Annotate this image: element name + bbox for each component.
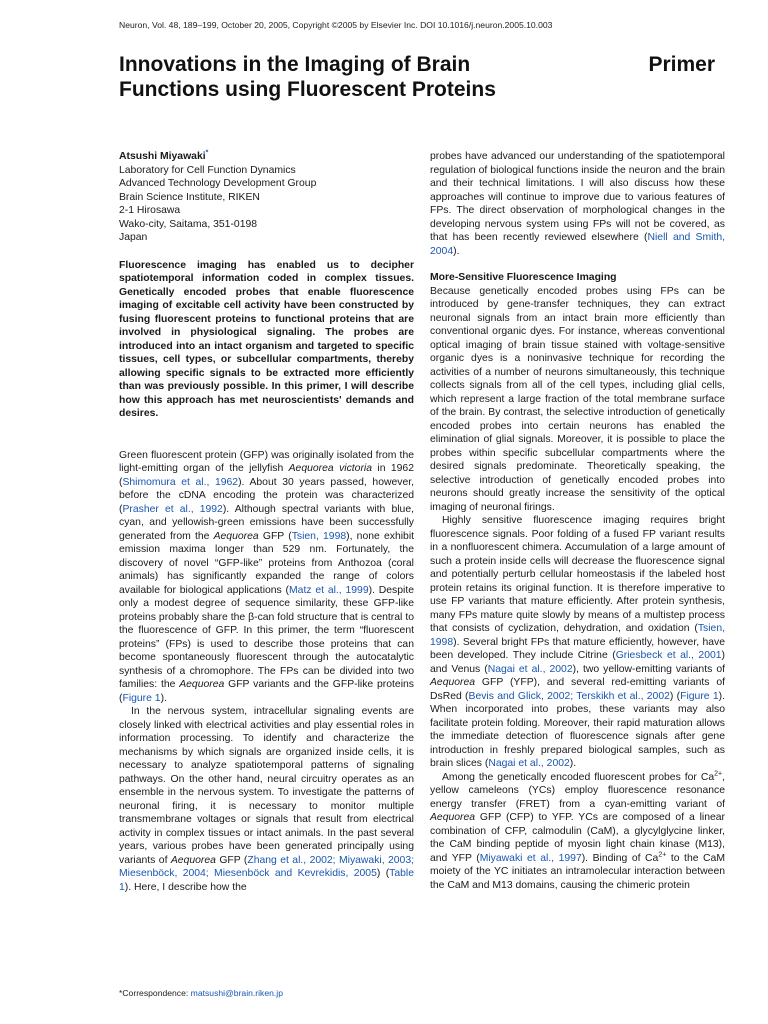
journal-citation: Neuron, Vol. 48, 189–199, October 20, 2005, Copyright ©2005 by Elsevier Inc. DOI 10.1016/j.neuron.2005.10.003 <box>119 20 553 30</box>
email-link[interactable]: matsushi@brain.riken.jp <box>190 988 283 998</box>
affiliation-line: Wako-city, Saitama, 351-0198 <box>119 218 258 230</box>
reference-link[interactable]: Shimomura et al., 1962 <box>122 476 239 488</box>
body-paragraph: Because genetically encoded probes using FPs can be introduced by gene-transfer techniques, they can extract neuronal signals from an intact brain more efficiently than conventional organic dyes. For instance, whereas conventional optical imaging of brain tissue stained with voltage-sensitive organic dyes is a noninvasive technique for recording the activities of a number of neurons simultaneously, this technique collects signals from all of the cell types, including glial cells, which represent a large fraction of the total membrane surface of the brain. By contrast, the selective introduction of genetically encoded probes into certain neurons has enabled the elimination of glial signals. Moreover, it is possible to place the probes within specific subcellular compartments where the desired signals predominate. Theoretically speaking, the selective introduction of genetically encoded probes into neurons should greatly increase the sensitivity of the optical imaging of neuronal firings. <box>430 285 725 513</box>
reference-link[interactable]: Nagai et al., 2002 <box>488 758 570 769</box>
reference-link[interactable]: Tsien, 1998 <box>291 530 347 542</box>
table-link[interactable]: Table 1 <box>119 868 415 893</box>
article-title <box>119 52 619 102</box>
correspondence-mark[interactable]: * <box>205 149 209 157</box>
body-paragraph: Highly sensitive fluorescence imaging requires bright fluorescence signals. Poor folding of a fused FP variant results in a nonfluorescent chimera. Accumulation of a large amount of such a protein inside cells will decrease the fluorescence signal and potentially perturb cellular homeostasis if the labeled host protein retains its original function. It is therefore imperative to use FP variants that mature efficiently. After protein synthesis, many FPs mature quite slowly by means of a multistep process that consists of cyclization, dehydration, and oxidation (Tsien, 1998). Several bright FPs that mature efficiently, however, have been developed. They include Citrine (Griesbeck et al., 2001) and Venus (Nagai et al., 2002), two yellow-emitting variants of Aequorea GFP (YFP), and several red-emitting variants of DsRed (Bevis and Glick, 2002; Terskikh et al., 2002) (Figure 1). When incorporated into probes, these variants may also facilitate protein folding. Moreover, their rapid maturation allows the immediate detection of fluorescence signals after gene introduction in freshly prepared biological samples, such as brain slices (Nagai et al., 2002). <box>430 515 726 769</box>
body-paragraph: Among the genetically encoded fluorescent probes for $Ca^{2+}$, yellow cameleons (YCs) employ fluorescence resonance energy transfer (FRET) from a cyan-emitting variant of Aequorea GFP (CFP) to YFP. YCs are composed of a linear combination of CFP, calmodulin (CaM), a glycylglycine linker, the CaM binding peptide of myosin light chain kinase (M13), and YFP (Miyawaki et al., 1997). Binding of $Ca^{2+}$ to the CaM moiety of the YC initiates an intramolecular interaction between the CaM and M13 domains, causing the chimeric protein <box>430 770 725 891</box>
right-column <box>430 150 725 892</box>
body-paragraph: Green fluorescent protein (GFP) was originally isolated from the light-emitting organ of the jellyfish Aequorea victoria in 1962 (Shimomura et al., 1962). About 30 years passed, however, before the cDNA encoding the protein was characterized (Prasher et al., 1992). Although spectral variants with blue, cyan, and yellowish-green emissions have been successfully generated from the Aequorea GFP (Tsien, 1998), none exhibit emission maxima longer than 529 nm. Fortunately, the discovery of novel “GFP-like” proteins from Anthozoa (coral animals) has significantly expanded the range of colors available for biological applications (Matz et al., 1999). Despite only a modest degree of sequence similarity, these GFP-like proteins probably share the β-can fold structure that is central to the fluorescence of GFP. In this primer, the term “fluorescent proteins” (FPs) is used to describe those proteins that can become spontaneously fluorescent through the autocatalytic synthesis of a chromophore. The FPs can be divided into two families: the Aequorea GFP variants and the GFP-like proteins (Figure 1). <box>119 449 415 704</box>
affiliation-line: Brain Science Institute, RIKEN <box>119 191 260 203</box>
reference-link[interactable]: Prasher et al., 1992 <box>122 503 223 515</box>
figure-link[interactable]: Figure 1 <box>680 690 719 702</box>
reference-link[interactable]: Bevis and Glick, 2002; Terskikh et al., 2002 <box>468 690 670 702</box>
title-line-2: Functions using Fluorescent Proteins <box>119 78 496 101</box>
affiliation-line: Advanced Technology Development Group <box>119 178 317 189</box>
body-paragraph: In the nervous system, intracellular signaling events are closely linked with electrical activities and play essential roles in information processing. To identify and characterize the mechanisms by which signals are organized inside cells, it is necessary to analyze spatiotemporal patterns of signaling pathways. On the other hand, neural circuitry operates as an ensemble in the nervous system. To investigate the patterns of neuronal firing, it is necessary to monitor multiple transmembrane voltages or signals that result from electrical activity in complex tissues or intact animals. In the past several years, various probes have been generated principally using variants of Aequorea GFP (Zhang et al., 2002; Miyawaki, 2003; Miesenböck, 2004; Miesenböck and Kevrekidis, 2005) (Table 1). Here, I describe how the <box>119 706 415 893</box>
affiliation-line: 2-1 Hirosawa <box>119 205 181 216</box>
affiliation <box>119 164 414 245</box>
abstract: Fluorescence imaging has enabled us to decipher spatiotemporal information coded in complex tissues. Genetically encoded probes that enable fluorescence imaging of excitable cell activity have been constructed by fusing fluorescent proteins to functional proteins that are involved in physiological signaling. The probes are introduced into an intact organism and targeted to specific tissues, cell types, or subcellular compartments, thereby allowing specific signals to be extracted more efficiently than was previously possible. In this primer, I will describe how this approach has met neuroscientists' demands and desires. <box>119 259 414 419</box>
correspondence-footnote: *Correspondence: matsushi@brain.riken.jp <box>119 988 283 998</box>
section-label: Primer <box>648 53 715 76</box>
title-line-1: Innovations in the Imaging of Brain <box>119 53 471 76</box>
reference-link[interactable]: Tsien, 1998 <box>430 623 725 648</box>
reference-link[interactable]: Nagai et al., 2002 <box>487 663 573 675</box>
reference-link[interactable]: Miyawaki et al., 1997 <box>479 852 582 864</box>
body-paragraph: probes have advanced our understanding of the spatiotemporal regulation of biological functions inside the neuron and the brain and their technical limitations. I will also discuss how these approaches will continue to improve due to various features of FPs. The direct observation of morphological changes in the developing nervous system using FPs will not be covered, as that has been recently reviewed elsewhere (Niell and Smith, 2004). <box>430 151 725 257</box>
left-column <box>119 150 414 894</box>
reference-link[interactable]: Griesbeck et al., 2001 <box>615 650 722 661</box>
reference-link[interactable]: Zhang et al., 2002; Miyawaki, 2003; Miesenböck, 2004; Miesenböck and Kevrekidis, 2005 <box>119 854 414 879</box>
author-name: Atsushi Miyawaki* <box>119 149 209 162</box>
affiliation-line: Laboratory for Cell Function Dynamics <box>119 164 296 176</box>
reference-link[interactable]: Matz et al., 1999 <box>289 584 369 596</box>
affiliation-line: Japan <box>119 232 148 243</box>
figure-link[interactable]: Figure 1 <box>122 692 161 704</box>
section-heading: More-Sensitive Fluorescence Imaging <box>430 272 617 283</box>
reference-link[interactable]: Niell and Smith, 2004 <box>430 232 725 257</box>
